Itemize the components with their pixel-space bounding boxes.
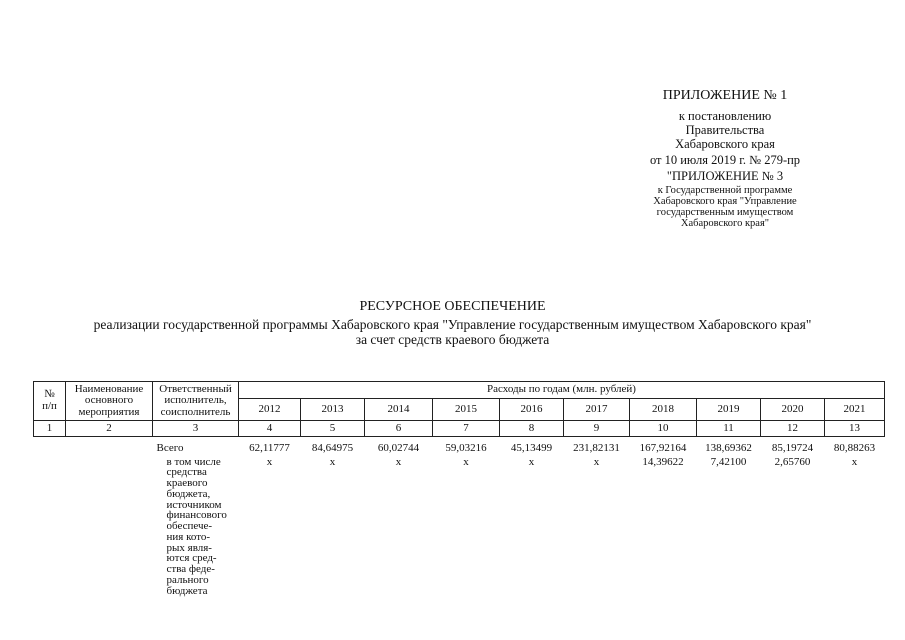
value-cell: 80,88263 [833,442,876,454]
resource-table [33,381,885,597]
column-number: 2 [66,421,153,437]
header-text: основного [84,394,134,407]
column-number: 5 [301,421,365,437]
column-number: 1 [34,421,66,437]
value-cell: 14,39622 [642,455,684,468]
column-number: 6 [365,421,433,437]
cell-empty [66,437,153,455]
column-number: 3 [153,421,239,437]
label-line: источником [166,498,222,511]
year-header: 2013 [301,399,365,421]
value-cell: x [329,455,336,468]
year-header: 2019 [697,399,761,421]
value-cell: x [463,455,469,468]
value-cell: 85,19724 [771,442,814,454]
table-row-total [34,437,885,455]
appendix-header [605,88,845,229]
header-text: Ответственный [159,382,232,395]
cell-empty [34,455,66,597]
value-cell: 45,13499 [510,442,553,454]
value-cell: 60,02744 [377,442,420,454]
value-cell: 138,69362 [705,442,752,454]
column-number: 10 [630,421,697,437]
header-executor [153,382,239,421]
column-number: 7 [433,421,500,437]
year-header: 2018 [630,399,697,421]
value-cell: 231,82131 [573,442,620,454]
header-text: мероприятия [78,405,140,418]
subtitle-line: реализации государственной программы Хабаровского края "Управление государственным имуществом Хабаровского края" [93,317,812,332]
appendix-line: к постановлению [678,108,772,123]
appendix-line: государственным имуществом [656,206,794,218]
label-line: краевого [166,477,208,490]
appendix-line: Хабаровского края "Управление [653,195,797,207]
header-text: Наименование [74,382,144,395]
year-header: 2014 [365,399,433,421]
value-cell: x [851,455,858,468]
header-text: п/п [42,400,57,412]
row-label-total: Всего [156,442,184,454]
year-header: 2015 [433,399,500,421]
appendix-number: ПРИЛОЖЕНИЕ № 1 [662,88,788,103]
label-line: рального [166,573,209,586]
header-number [34,382,66,421]
appendix-line: Правительства [685,122,765,137]
label-line: бюджета, [166,487,211,500]
value-cell: 2,65760 [774,455,811,468]
header-text: соисполнитель [160,405,231,418]
appendix-line: Хабаровского края" [680,217,770,229]
label-line: финансового [166,509,227,522]
label-line: обеспече- [166,520,213,533]
year-header: 2020 [761,399,825,421]
value-cell: x [266,455,273,468]
appendix-line: Хабаровского края [675,136,775,151]
column-number: 12 [761,421,825,437]
column-number: 9 [564,421,630,437]
column-number: 11 [697,421,761,437]
table-row-federal [34,455,885,597]
header-expenses: Расходы по годам (млн. рублей) [239,382,885,399]
cell-empty [34,437,66,455]
year-header: 2012 [239,399,301,421]
subtitle-line: за счет средств краевого бюджета [355,331,550,347]
value-cell: 59,03216 [445,442,487,454]
value-cell: 84,64975 [311,442,354,454]
header-name [66,382,153,421]
row-label-federal [153,455,239,597]
appendix-line: к Государственной программе [657,184,793,196]
label-line: ства феде- [166,563,215,576]
column-number: 13 [825,421,885,437]
label-line: ния кото- [166,530,211,543]
label-line: средства [166,466,207,479]
column-number: 8 [500,421,564,437]
label-line: ются сред- [166,552,217,565]
label-line: рых явля- [166,541,212,554]
appendix-3-number: "ПРИЛОЖЕНИЕ № 3 [666,168,784,183]
cell-empty [66,455,153,597]
value-cell: 7,42100 [710,455,747,468]
header-text: исполнитель, [164,394,227,407]
year-header: 2021 [825,399,885,421]
value-cell: x [593,455,600,468]
value-cell: x [395,455,402,468]
label-line: бюджета [166,584,208,597]
year-header: 2017 [564,399,630,421]
decree-reference: от 10 июля 2019 г. № 279-пр [649,152,801,167]
value-cell: 62,11777 [249,442,290,454]
document-title: РЕСУРСНОЕ ОБЕСПЕЧЕНИЕ [359,299,546,314]
document-subtitle [0,318,905,348]
year-header: 2016 [500,399,564,421]
value-cell: 167,92164 [639,442,687,454]
column-number: 4 [239,421,301,437]
header-text: № [44,388,55,401]
value-cell: x [528,455,535,468]
label-line: в том числе [166,455,221,468]
